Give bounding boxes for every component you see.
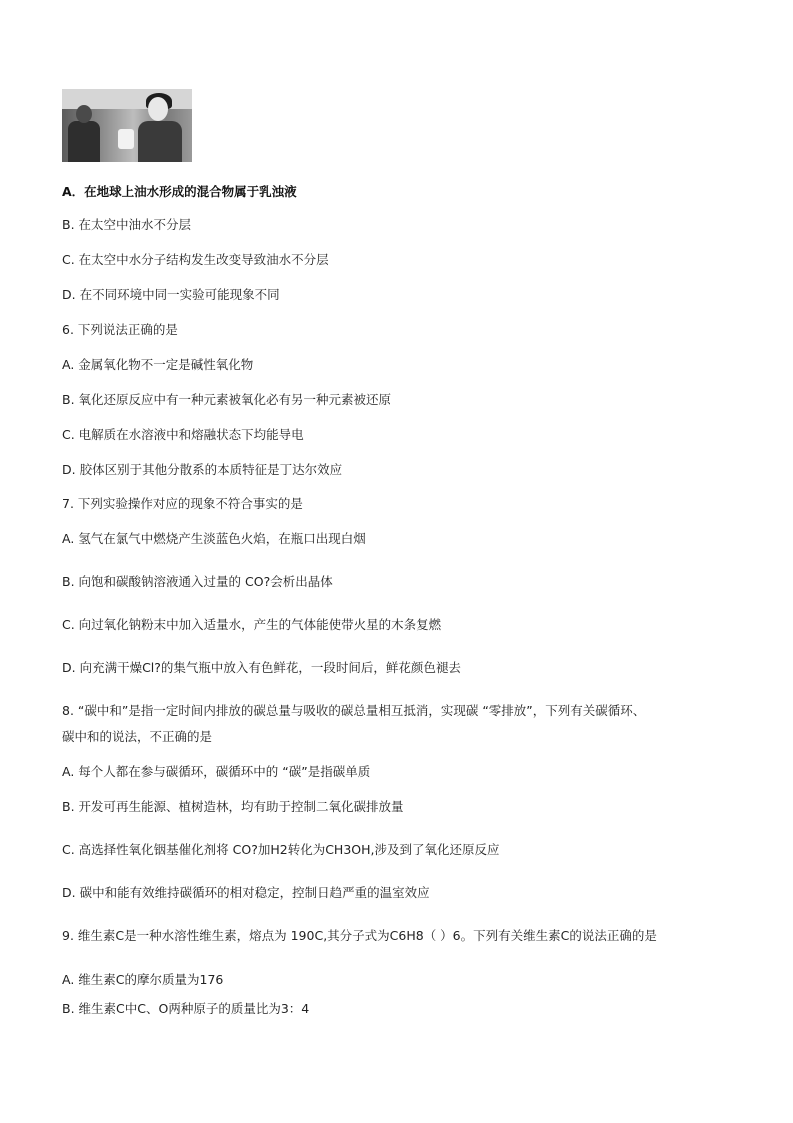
q8-option-c: C. 高选择性氧化铟基催化剂将 CO?加H2转化为CH3OH,涉及到了氧化还原反应 [62, 842, 500, 857]
q7-option-b: B. 向饱和碳酸钠溶液通入过量的 CO?会析出晶体 [62, 574, 333, 589]
q6-stem: 6. 下列说法正确的是 [62, 322, 178, 337]
q7-option-a: A. 氢气在氯气中燃烧产生淡蓝色火焰，在瓶口出现白烟 [62, 531, 366, 546]
q7-option-d: D. 向充满干燥Cl?的集气瓶中放入有色鲜花，一段时间后，鲜花颜色褪去 [62, 660, 461, 675]
q6-option-c: C. 电解质在水溶液中和熔融状态下均能导电 [62, 427, 304, 442]
q8-option-a: A. 每个人都在参与碳循环，碳循环中的 “碳”是指碳单质 [62, 764, 371, 779]
q8-option-d: D. 碳中和能有效维持碳循环的相对稳定，控制日趋严重的温室效应 [62, 885, 430, 900]
q8-stem-cont: 碳中和的说法，不正确的是 [62, 729, 213, 744]
q5-option-c: C. 在太空中水分子结构发生改变导致油水不分层 [62, 252, 329, 267]
q9-option-a: A. 维生素C的摩尔质量为176 [62, 972, 224, 987]
q5-option-a: A．在地球上油水形成的混合物属于乳浊液 [62, 184, 297, 199]
q5-option-b: B. 在太空中油水不分层 [62, 217, 192, 232]
q6-option-d: D. 胶体区别于其他分散系的本质特征是丁达尔效应 [62, 462, 343, 477]
q7-option-c: C. 向过氧化钠粉末中加入适量水，产生的气体能使带火星的木条复燃 [62, 617, 442, 632]
q8-option-b: B. 开发可再生能源、植树造林，均有助于控制二氧化碳排放量 [62, 799, 404, 814]
q6-option-a: A. 金属氧化物不一定是碱性氧化物 [62, 357, 254, 372]
q5-option-d: D. 在不同环境中同一实验可能现象不同 [62, 287, 280, 302]
astronaut-photo [62, 89, 192, 162]
q8-stem: 8. “碳中和”是指一定时间内排放的碳总量与吸收的碳总量相互抵消，实现碳 “零排放”，下列有关碳循环、 [62, 703, 646, 718]
q7-stem: 7. 下列实验操作对应的现象不符合事实的是 [62, 496, 303, 511]
q9-stem: 9. 维生素C是一种水溶性维生素，熔点为 190C,其分子式为C6H8（ ）6。下列有关维生素C的说法正确的是 [62, 928, 657, 943]
q6-option-b: B. 氧化还原反应中有一种元素被氧化必有另一种元素被还原 [62, 392, 392, 407]
q9-option-b: B. 维生素C中C、O两种原子的质量比为3：4 [62, 1001, 310, 1016]
